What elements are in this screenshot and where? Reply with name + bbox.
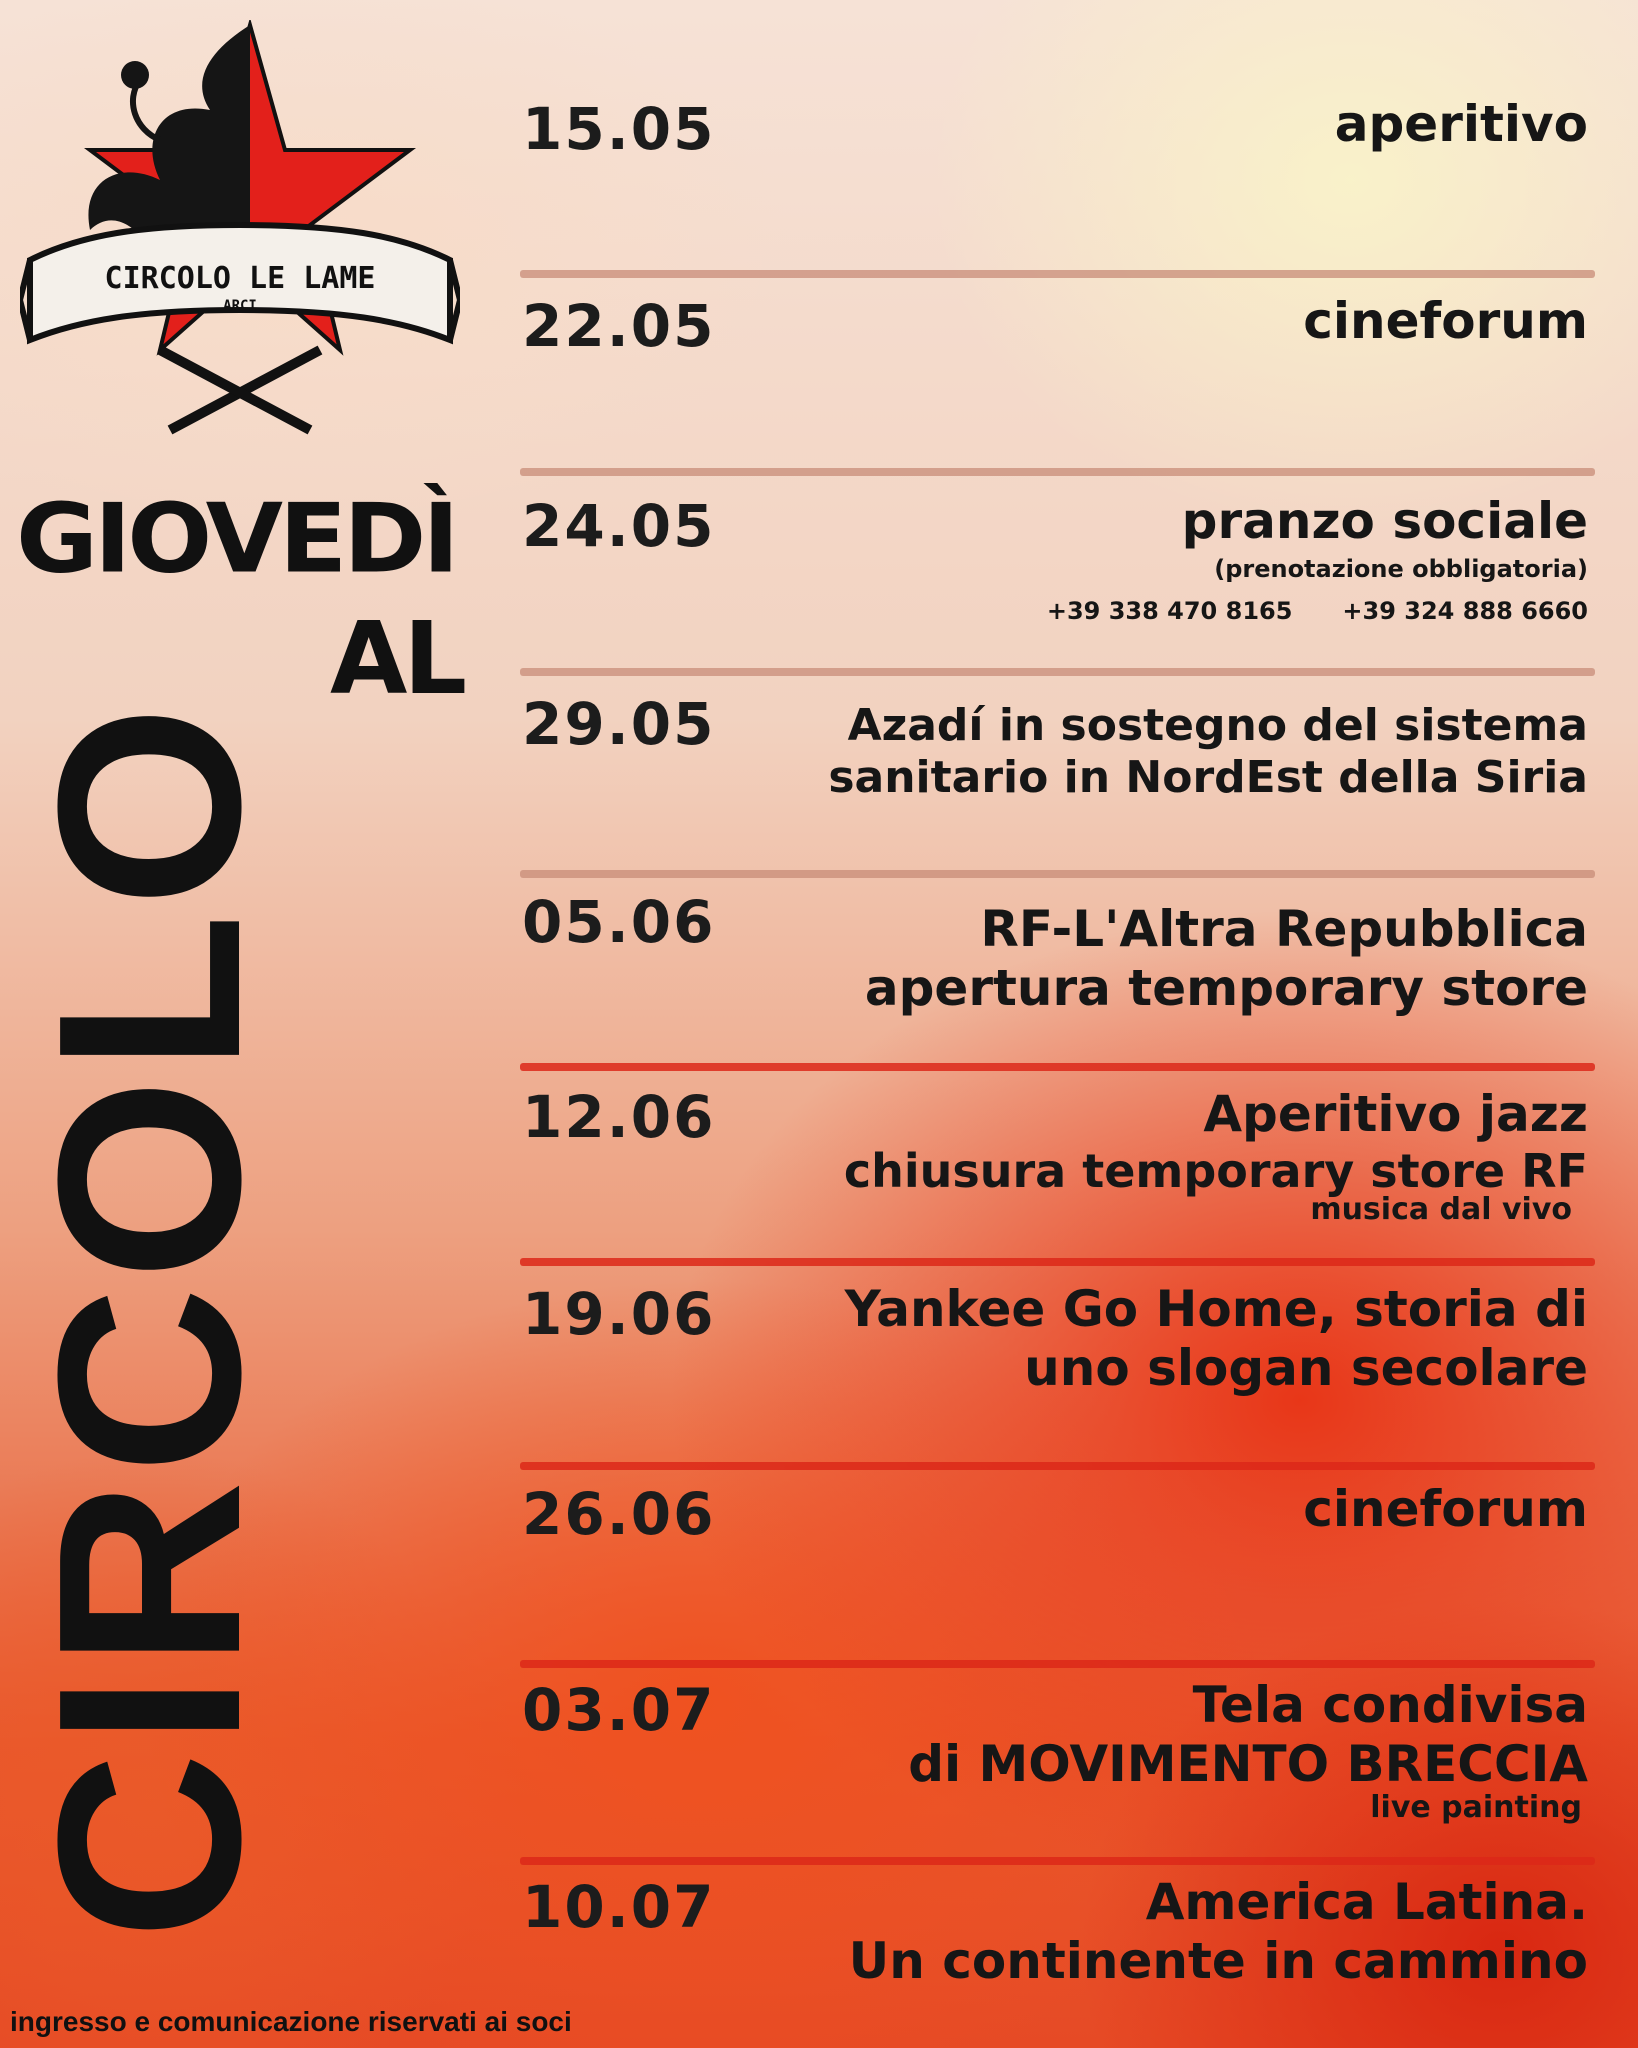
event-title xyxy=(908,1676,1588,1825)
event-line: di MOVIMENTO BRECCIA xyxy=(908,1735,1588,1793)
event-date: 26.06 xyxy=(522,1480,716,1548)
circolo-logo xyxy=(20,20,460,440)
divider xyxy=(520,870,1595,878)
event-subline: musica dal vivo xyxy=(1310,1192,1572,1228)
event-line: apertura temporary store xyxy=(864,959,1588,1017)
divider xyxy=(520,668,1595,676)
event-title xyxy=(997,492,1588,626)
logo-subtext: ARCI xyxy=(223,298,257,314)
event-line: uno slogan secolare xyxy=(1024,1339,1588,1397)
divider xyxy=(520,270,1595,278)
title-al: AL xyxy=(330,600,464,717)
event-line: America Latina. xyxy=(1145,1873,1588,1931)
event-subline: live painting xyxy=(1370,1790,1582,1825)
phone-numbers xyxy=(997,597,1588,625)
event-date: 10.07 xyxy=(522,1873,716,1941)
title-giovedi: GIOVEDÌ xyxy=(16,482,456,595)
event-note: (prenotazione obbligatoria) xyxy=(1214,555,1588,583)
event-date: 03.07 xyxy=(522,1676,716,1744)
event-date: 19.06 xyxy=(522,1280,716,1348)
event-title xyxy=(849,1873,1588,1991)
divider xyxy=(520,1462,1595,1470)
event-title xyxy=(845,1280,1588,1398)
event-date: 05.06 xyxy=(522,888,716,956)
divider xyxy=(520,1857,1595,1865)
event-line: Yankee Go Home, storia di xyxy=(844,1280,1588,1338)
event-date: 29.05 xyxy=(522,690,716,758)
event-line: Azadí in sostegno del sistema xyxy=(847,700,1588,751)
event-title xyxy=(844,1085,1588,1228)
event-date: 24.05 xyxy=(522,492,716,560)
event-date: 22.05 xyxy=(522,292,716,360)
event-line: RF-L'Altra Repubblica xyxy=(980,900,1588,958)
footer-note: ingresso e comunicazione riservati ai soci xyxy=(10,2006,572,2037)
event-line: cineforum xyxy=(1303,1480,1588,1538)
event-title xyxy=(865,900,1588,1018)
event-line: sanitario in NordEst della Siria xyxy=(828,751,1588,803)
divider xyxy=(520,1258,1595,1266)
event-line: Tela condivisa xyxy=(1192,1676,1588,1734)
event-line: aperitivo xyxy=(1334,95,1588,153)
event-title xyxy=(1335,95,1588,154)
divider xyxy=(520,468,1595,476)
event-line: pranzo sociale xyxy=(1181,492,1588,550)
event-line: chiusura temporary store RF xyxy=(843,1144,1588,1198)
event-line: cineforum xyxy=(1303,292,1588,350)
event-date: 15.05 xyxy=(522,95,716,163)
event-date: 12.06 xyxy=(522,1083,716,1151)
divider xyxy=(520,1660,1595,1668)
divider xyxy=(520,1063,1595,1071)
phone-number: +39 324 888 6660 xyxy=(1342,597,1588,626)
title-circolo: CIRCOLO xyxy=(5,699,295,1940)
logo-text: CIRCOLO LE LAME xyxy=(104,261,376,296)
phone-number: +39 338 470 8165 xyxy=(1046,597,1293,626)
event-line: Aperitivo jazz xyxy=(1203,1085,1588,1143)
event-title xyxy=(1303,1480,1588,1539)
event-title xyxy=(828,700,1588,804)
event-title xyxy=(1303,292,1588,351)
event-line: Un continente in cammino xyxy=(848,1932,1588,1990)
